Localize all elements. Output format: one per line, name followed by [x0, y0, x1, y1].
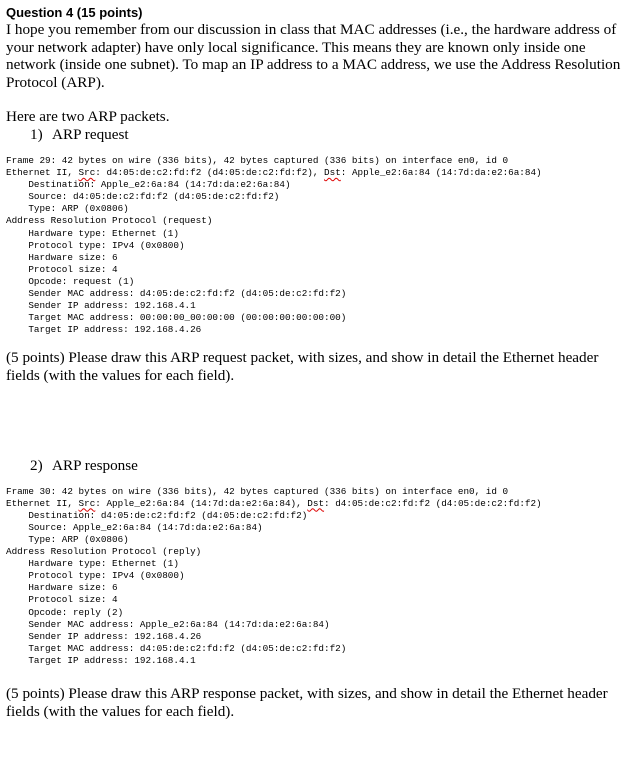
dump-line: Target MAC address: 00:00:00_00:00:00 (00:00:00:00:00:00) [6, 312, 347, 324]
part-1-task: (5 points) Please draw this ARP request packet, with sizes, and show in detail the Ethernet header fields (with the values for each field). [6, 349, 599, 384]
document-page [6, 4, 628, 720]
packet-dump-request [6, 155, 628, 336]
frame-line: Frame 29: 42 bytes on wire (336 bits), 42 bytes captured (336 bits) on interface en0, id 0 [6, 154, 509, 166]
dump-line: Source: d4:05:de:c2:fd:f2 (d4:05:de:c2:fd:f2) [6, 191, 280, 203]
dump-line: Sender MAC address: Apple_e2:6a:84 (14:7d:da:e2:6a:84) [6, 618, 330, 630]
dump-line: Opcode: reply (2) [6, 606, 124, 618]
ethernet-line: Ethernet II, Src: Apple_e2:6a:84 (14:7d:da:e2:6a:84), Dst: d4:05:de:c2:fd:f2 (d4:05:de:c2:fd:f2) [6, 497, 542, 509]
part-1-number: 1) [30, 125, 43, 143]
part-2-heading [6, 457, 628, 474]
dump-line: Address Resolution Protocol (request) [6, 215, 213, 227]
intro-paragraph: I hope you remember from our discussion in class that MAC addresses (i.e., the hardware address of your network adapter) have only local significance. This means they are known only inside one network (inside one subnet). To map an IP address to a MAC address, we use the Address Resolution Protocol (ARP). [6, 21, 621, 91]
dump-line: Protocol type: IPv4 (0x0800) [6, 239, 185, 251]
ethernet-line: Ethernet II, Src: d4:05:de:c2:fd:f2 (d4:05:de:c2:fd:f2), Dst: Apple_e2:6a:84 (14:7d:da:e2:6a:84) [6, 167, 542, 179]
dump-line: Hardware size: 6 [6, 582, 118, 594]
dump-line: Hardware type: Ethernet (1) [6, 227, 179, 239]
part-2-number: 2) [30, 456, 43, 474]
dump-line: Sender MAC address: d4:05:de:c2:fd:f2 (d4:05:de:c2:fd:f2) [6, 288, 347, 299]
frame-line: Frame 30: 42 bytes on wire (336 bits), 42 bytes captured (336 bits) on interface en0, id 0 [6, 485, 509, 497]
dump-line: Hardware type: Ethernet (1) [6, 558, 179, 570]
part-2-task: (5 points) Please draw this ARP response packet, with sizes, and show in detail the Ethernet header fields (with the values for each field). [6, 684, 608, 720]
dump-line: Type: ARP (0x0806) [6, 203, 129, 215]
here-text: Here are two ARP packets. [6, 108, 170, 126]
dump-line: Destination: d4:05:de:c2:fd:f2 (d4:05:de:c2:fd:f2) [6, 509, 308, 521]
part-2-label: ARP response [52, 456, 138, 474]
dump-line: Source: Apple_e2:6a:84 (14:7d:da:e2:6a:84) [6, 521, 263, 533]
dump-line: Sender IP address: 192.168.4.1 [6, 300, 196, 312]
question-title: Question 4 (15 points) [6, 5, 143, 20]
dump-line: Address Resolution Protocol (reply) [6, 546, 202, 558]
part-1-heading [6, 126, 628, 143]
dump-line: Hardware size: 6 [6, 251, 118, 263]
dump-line: Destination: Apple_e2:6a:84 (14:7d:da:e2:6a:84) [6, 179, 291, 191]
dump-line: Protocol size: 4 [6, 263, 118, 275]
packet-dump-response [6, 486, 628, 667]
dump-line: Target IP address: 192.168.4.26 [6, 324, 202, 336]
dump-line: Target IP address: 192.168.4.1 [6, 654, 196, 666]
dump-line: Protocol type: IPv4 (0x0800) [6, 570, 185, 582]
dump-line: Type: ARP (0x0806) [6, 533, 129, 545]
dump-line: Target MAC address: d4:05:de:c2:fd:f2 (d4:05:de:c2:fd:f2) [6, 642, 347, 654]
part-1-label: ARP request [52, 125, 129, 143]
dump-line: Sender IP address: 192.168.4.26 [6, 630, 202, 642]
dump-line: Opcode: request (1) [6, 275, 135, 287]
dump-line: Protocol size: 4 [6, 594, 118, 606]
